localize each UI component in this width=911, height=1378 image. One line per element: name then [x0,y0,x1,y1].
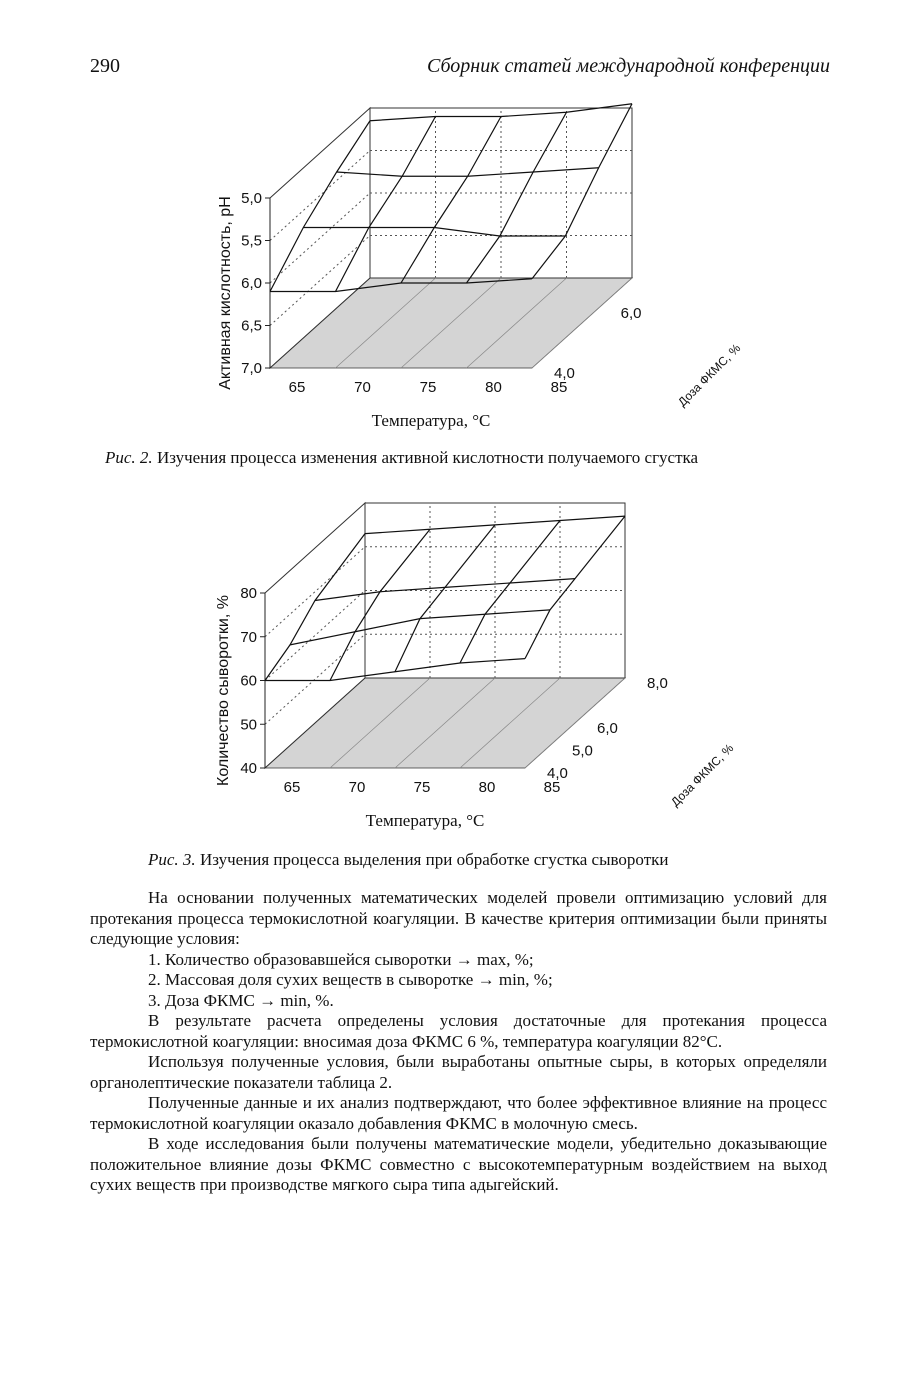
y-tick-label: 40 [240,760,257,777]
paragraph-5: В ходе исследования были получены математические модели, убедительно доказывающие положительное влияние дозы ФКМС совместно с высокотемпературным воздействием на выход сухих веществ при производстве мягкого сыра типа адыгейский. [90,1134,827,1194]
paragraph-3: Используя полученные условия, были выработаны опытные сыры, в которых определяли органолептические показатели таблица 2. [90,1052,827,1092]
figure-3 [0,500,911,880]
paragraph-1: На основании полученных математических моделей провели оптимизацию условий для протекания процесса термокислотной коагуляции. В качестве критерия оптимизации были приняты следующие условия: [90,888,827,948]
surface-line-temp-2 [401,117,501,284]
figure-3-caption [148,850,668,870]
depth-tick-label: 6,0 [620,305,642,322]
x-axis-title: Температура, °С [371,411,491,430]
surface-line-temp-1 [330,529,430,680]
figure-3-caption-text: Изучения процесса выделения при обработке сгустка сыворотки [199,850,669,869]
figure-2-caption [105,448,698,468]
figure-2-caption-label: Рис. 2. [105,448,153,467]
surface-line-temp-4 [532,104,632,279]
y-tick-label: 70 [240,628,257,646]
list-item-2: 2. Массовая доля сухих веществ в сыворотке → min, %; [148,970,553,989]
x-axis-title: Температура, °С [365,811,485,830]
figure-2 [0,100,911,480]
depth-axis-title: Доза ФКМС, % [675,341,744,410]
x-tick-label: 70 [348,779,366,796]
x-tick-label: 85 [543,779,561,796]
y-axis-title: Количество сыворотки, % [215,595,232,786]
surface-line-temp-3 [460,521,560,664]
y-tick-label: 6,0 [241,275,262,292]
paragraph-2: В результате расчета определены условия достаточные для протекания процесса термокислотной коагуляции: вносимая доза ФКМС 6 %, температура коагуляции 82°С. [90,1011,827,1051]
depth-tick-label: 8,0 [647,675,668,692]
y-axis-title: Активная кислотность, рН [217,196,234,390]
surface-line-dose-1 [290,610,550,645]
running-title: Сборник статей международной конференции [427,55,830,77]
surface-line-dose-2 [337,168,599,177]
y-tick-label: 5,0 [241,190,262,207]
x-tick-label: 85 [550,379,568,396]
paragraph-4: Полученные данные и их анализ подтверждают, что более эффективное влияние на процесс термокислотной коагуляции оказало добавления ФКМС в молочную смесь. [90,1093,827,1133]
page-header [90,55,830,85]
figure-3-caption-label: Рис. 3. [148,850,196,869]
y-tick-label: 60 [240,672,257,690]
grid-line [265,591,365,681]
list-item-3: 3. Доза ФКМС → min, %. [148,990,334,1010]
surface-line-temp-4 [525,516,625,659]
figure-2-chart [0,100,911,440]
figure-2-caption-text: Изучения процесса изменения активной кислотности получаемого сгустка [156,448,699,467]
grid-line [265,547,365,637]
depth-tick-label: 6,0 [597,720,618,737]
depth-axis-title: Доза ФКМС, % [668,741,737,810]
x-tick-label: 80 [485,379,502,396]
list-item-1: 1. Количество образовавшейся сыворотки → max, %; [148,949,534,969]
grid-line [270,193,370,283]
page-number: 290 [90,55,120,77]
surface-line-temp-0 [270,121,370,292]
depth-tick-label: 5,0 [572,742,593,760]
surface-line-dose-1 [303,228,565,237]
body-text [90,888,827,1196]
surface-line-temp-3 [467,112,567,283]
depth-tick-label: 4,0 [547,765,568,782]
surface-line-temp-1 [336,117,436,292]
y-tick-label: 80 [240,585,257,602]
x-tick-label: 70 [354,379,371,396]
y-tick-label: 50 [240,716,257,734]
surface-line-temp-0 [265,534,365,681]
x-tick-label: 65 [288,379,306,396]
depth-tick-label: 4,0 [554,365,575,382]
x-tick-label: 75 [413,779,431,796]
y-tick-label: 5,5 [241,232,262,250]
figure-3-chart [0,500,911,840]
x-tick-label: 80 [478,779,496,796]
x-tick-label: 75 [419,379,437,396]
surface-line-dose-2 [315,579,575,601]
x-tick-label: 65 [283,779,301,796]
y-tick-label: 7,0 [241,360,262,377]
surface-line-dose-0 [265,659,525,681]
y-tick-label: 6,5 [241,317,262,335]
